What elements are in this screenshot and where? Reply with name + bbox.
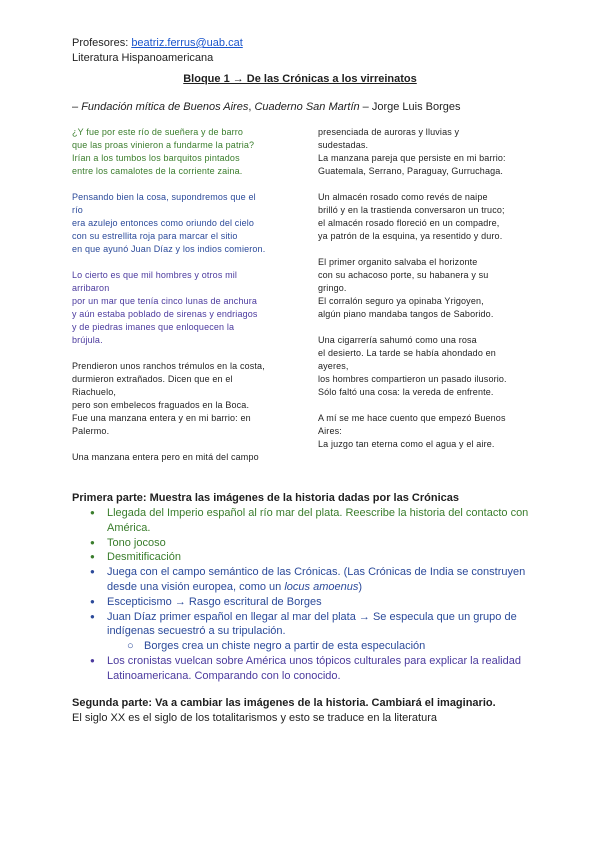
- poem-line: en que ayunó Juan Díaz y los indios comieron.: [72, 244, 266, 254]
- poem-stanza: [318, 256, 534, 321]
- poem-line: ya patrón de la esquina, ya resentido y duro.: [318, 231, 503, 241]
- poem-stanza: [72, 451, 284, 464]
- poem-line: Guatemala, Serrano, Paraguay, Gurruchaga.: [318, 166, 504, 176]
- poem-line: el desierto. La tarde se había ahondado en: [318, 348, 496, 358]
- poem-line: La juzgo tan eterna como el agua y el aire.: [318, 439, 495, 449]
- poem-right-column: [318, 126, 534, 464]
- poem-line: Prendieron unos ranchos trémulos en la costa,: [72, 361, 265, 371]
- bullet-item: [72, 565, 542, 595]
- poem-line: pero son embelecos fraguados en la Boca.: [72, 400, 250, 410]
- poem-stanza: [72, 191, 284, 256]
- bullet-italic-text: locus amoenus: [284, 580, 359, 593]
- poem-line: Palermo.: [72, 426, 110, 436]
- poem-line: por un mar que tenía cinco lunas de anchura: [72, 296, 258, 306]
- part2-text: El siglo XX es el siglo de los totalitarismos y esto se traduce en la literatura: [72, 712, 438, 724]
- poem-line: y de piedras imanes que enloquecen la: [72, 322, 235, 332]
- poem-line: era azulejo entonces como oriundo del cielo: [72, 218, 255, 228]
- poem-title: Fundación mítica de Buenos Aires: [81, 101, 249, 113]
- poem-line: Riachuelo,: [72, 387, 117, 397]
- poem-line: brújula.: [72, 335, 103, 345]
- poem-line: con su achacoso porte, su habanera y su: [318, 270, 489, 280]
- poem-line: Un almacén rosado como revés de naipe: [318, 192, 488, 202]
- bullet-icon: ●: [90, 537, 95, 547]
- course-name: Literatura Hispanoamericana: [72, 52, 214, 64]
- bullet-tail-text: ): [358, 580, 363, 593]
- poem-stanza: [72, 360, 284, 438]
- poem-line: gringo.: [318, 283, 347, 293]
- poem-line: presenciada de auroras y lluvias y: [318, 127, 460, 137]
- bullet-text: Tono jocoso: [107, 536, 166, 549]
- block-title: Bloque 1 → De las Crónicas a los virreinatos: [183, 73, 417, 85]
- bullet-text: Llegada del Imperio español al río mar del plata. Reescribe la historia del contacto con América.: [107, 507, 529, 534]
- poem-line: Una manzana entera pero en mitá del campo: [72, 452, 259, 462]
- bullet-text: Desmitificación: [107, 551, 181, 564]
- subtitle-dash: –: [72, 101, 82, 113]
- poem-line: los hombres compartieron un pasado ilusorio.: [318, 374, 507, 384]
- bullet-text: Escepticismo → Rasgo escritural de Borges: [107, 595, 322, 608]
- part1-bullet-list: [72, 506, 542, 684]
- poem-line: algún piano mandaba tangos de Saborido.: [318, 309, 494, 319]
- bullet-icon: ●: [90, 596, 95, 606]
- poem-line: La manzana pareja que persiste en mi barrio:: [318, 153, 506, 163]
- professors-line: [72, 36, 243, 51]
- poem-stanza: [72, 126, 284, 178]
- poem-line: Pensando bien la cosa, supondremos que el: [72, 192, 256, 202]
- poem-line: y aún estaba poblado de sirenas y endriagos: [72, 309, 258, 319]
- poem-left-column: [72, 126, 284, 477]
- bullet-item: [72, 610, 542, 640]
- bullet-icon: ●: [90, 611, 95, 621]
- bullet-icon: ●: [90, 567, 95, 577]
- professor-email-link[interactable]: beatriz.ferrus@uab.cat: [131, 37, 243, 49]
- poem-line: que las proas vinieron a fundarme la patria?: [72, 140, 255, 150]
- poem-line: arribaron: [72, 283, 110, 293]
- book-title: Cuaderno San Martín: [254, 101, 360, 113]
- poem-line: Aires:: [318, 426, 342, 436]
- poem-line: Lo cierto es que mil hombres y otros mil: [72, 270, 238, 280]
- poem-line: Irían a los tumbos los barquitos pintados: [72, 153, 240, 163]
- poem-line: Una cigarrería sahumó como una rosa: [318, 335, 477, 345]
- bullet-item: [72, 550, 542, 565]
- poem-stanza: [318, 126, 534, 178]
- poem-line: durmieron extrañados. Dicen que en el: [72, 374, 233, 384]
- bullet-icon: ●: [90, 552, 95, 562]
- poem-line: ayeres,: [318, 361, 349, 371]
- poem-stanza: [318, 334, 534, 399]
- poem-line: con su estrellita roja para marcar el sitio: [72, 231, 238, 241]
- poem-line: brilló y en la trastienda conversaron un truco;: [318, 205, 505, 215]
- bullet-icon: ●: [90, 508, 95, 517]
- bullet-icon: ●: [90, 655, 95, 665]
- poem-subtitle: [72, 101, 461, 113]
- poem-stanza: [72, 269, 284, 347]
- poem-line: entre los camalotes de la corriente zaina.: [72, 166, 243, 176]
- bullet-item: [72, 654, 542, 684]
- poem-line: río: [72, 205, 83, 215]
- poem-stanza: [318, 412, 534, 451]
- poem-line: el almacén rosado floreció en un compadre,: [318, 218, 500, 228]
- poem-line: Sólo faltó una cosa: la vereda de enfrente.: [318, 387, 494, 397]
- bullet-text: Juan Díaz primer español en llegar al mar del plata → Se especula que un grupo de indígenas secuestró a su tripulación.: [107, 610, 517, 638]
- poem-line: A mí se me hace cuento que empezó Buenos: [318, 413, 506, 423]
- poem-line: El primer organito salvaba el horizonte: [318, 257, 478, 267]
- bullet-item: [72, 639, 542, 654]
- bullet-item: [72, 536, 542, 551]
- bullet-item: [72, 506, 542, 536]
- subtitle-separator: ,: [248, 101, 255, 113]
- part1-heading: Primera parte: Muestra las imágenes de la historia dadas por las Crónicas: [72, 492, 459, 504]
- part2-heading: Segunda parte: Va a cambiar las imágenes de la historia. Cambiará el imaginario.: [72, 697, 496, 709]
- poem-author: – Jorge Luis Borges: [359, 101, 461, 113]
- poem-line: ¿Y fue por este río de sueñera y de barro: [72, 127, 244, 137]
- hollow-bullet-icon: ○: [127, 640, 134, 653]
- poem-line: Fue una manzana entera y en mi barrio: en: [72, 413, 251, 423]
- poem-line: El corralón seguro ya opinaba Yrigoyen,: [318, 296, 484, 306]
- bullet-text: Borges crea un chiste negro a partir de esta especulación: [144, 640, 426, 653]
- bullet-text: Los cronistas vuelcan sobre América unos tópicos culturales para explicar la realidad Latinoamericana. Comparando con lo conocido.: [107, 654, 521, 682]
- bullet-item: [72, 595, 542, 610]
- bullet-text: Juega con el campo semántico de las Crónicas. (Las Crónicas de India se construyen desde una visión europea, como un: [107, 566, 526, 593]
- poem-line: sudestadas.: [318, 140, 369, 150]
- professors-label: Profesores:: [72, 37, 132, 49]
- poem-stanza: [318, 191, 534, 243]
